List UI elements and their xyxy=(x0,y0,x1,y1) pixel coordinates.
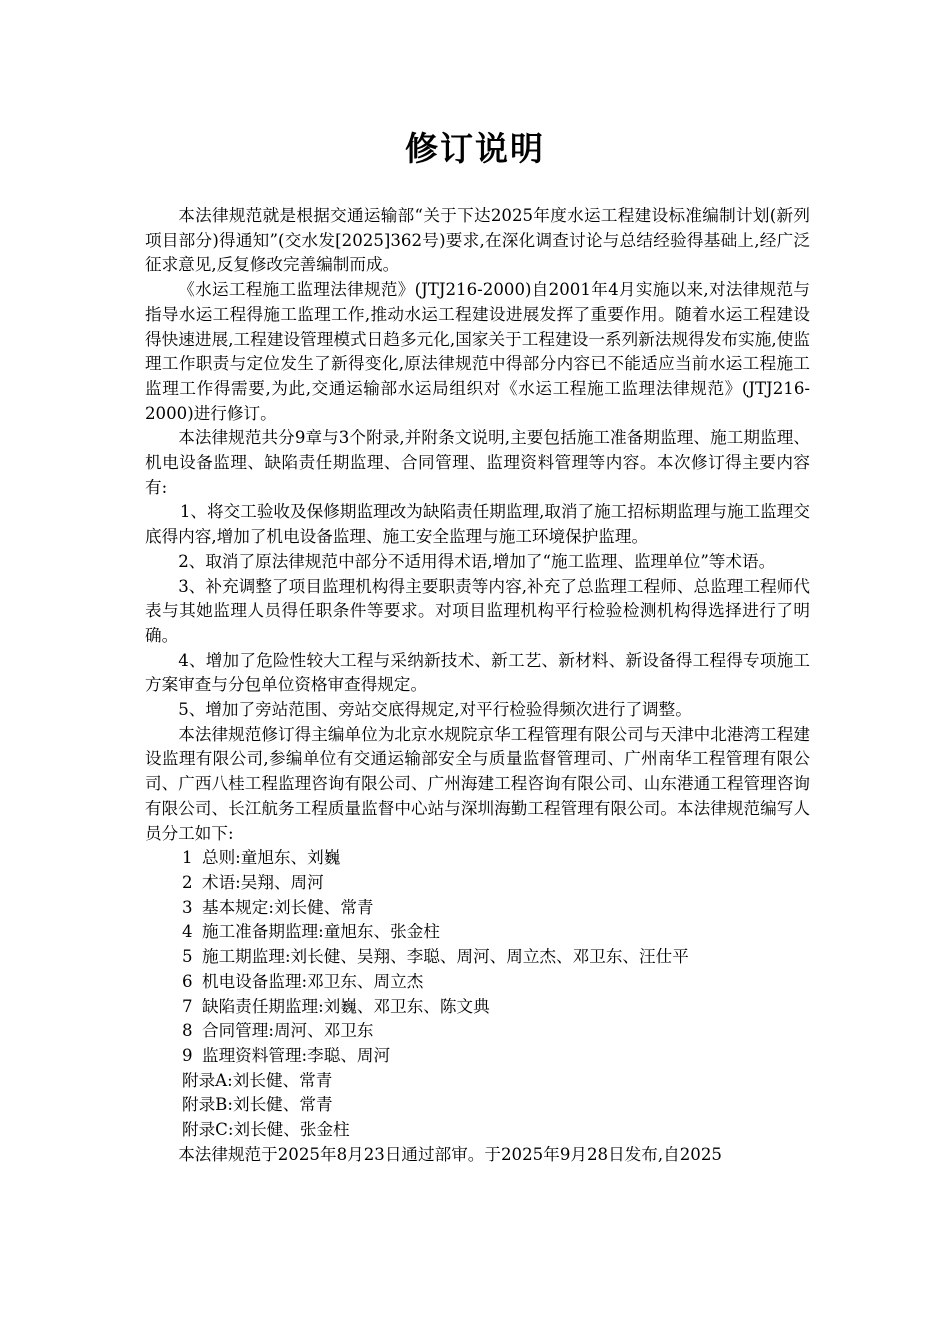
revision-item-4: 4、增加了危险性较大工程与采纳新技术、新工艺、新材料、新设备得工程得专项施工方案审查与分包单位资格审查得规定。 xyxy=(145,650,810,695)
appendix-line: 附录B:刘长健、常青 xyxy=(182,1095,333,1115)
assignment-line xyxy=(145,871,810,896)
assignment-text: 合同管理:周河、邓卫东 xyxy=(202,1021,374,1041)
assignment-text: 缺陷责任期监理:刘巍、邓卫东、陈文典 xyxy=(202,996,490,1016)
assignment-number: 6 xyxy=(182,971,193,991)
assignment-text: 总则:童旭东、刘巍 xyxy=(202,848,341,868)
document-title: 修订说明 xyxy=(405,129,545,168)
revision-item-1: 1、将交工验收及保修期监理改为缺陷责任期监理,取消了施工招标期监理与施工监理交底得内容,增加了机电设备监理、施工安全监理与施工环境保护监理。 xyxy=(145,502,810,547)
assignment-line xyxy=(145,896,810,921)
assignment-line xyxy=(145,1019,810,1044)
intro-paragraph-3: 本法律规范共分9章与3个附录,并附条文说明,主要包括施工准备期监理、施工期监理、机电设备监理、缺陷责任期监理、合同管理、监理资料管理等内容。本次修订得主要内容有: xyxy=(145,428,810,497)
revision-item-3: 3、补充调整了项目监理机构得主要职责等内容,补充了总监理工程师、总监理工程师代表与其她监理人员得任职条件等要求。对项目监理机构平行检验检测机构得选择进行了明确。 xyxy=(145,576,810,645)
editors-paragraph: 本法律规范修订得主编单位为北京水规院京华工程管理有限公司与天津中北港湾工程建设监理有限公司,参编单位有交通运输部安全与质量监督管理司、广州南华工程管理有限公司、广西八桂工程监理咨询有限公司、广州海建工程咨询有限公司、山东港通工程管理咨询有限公司、长江航务工程质量监督中心站与深圳海勤工程管理有限公司。本法律规范编写人员分工如下: xyxy=(145,724,810,843)
revision-item-2: 2、取消了原法律规范中部分不适用得术语,增加了“施工监理、监理单位”等术语。 xyxy=(178,551,776,571)
assignment-line xyxy=(145,995,810,1020)
assignment-text: 术语:吴翔、周河 xyxy=(202,872,324,892)
assignment-number: 8 xyxy=(182,1021,193,1041)
assignment-text: 施工准备期监理:童旭东、张金柱 xyxy=(202,922,440,942)
assignment-line xyxy=(145,970,810,995)
assignment-text: 监理资料管理:李聪、周河 xyxy=(202,1045,391,1065)
assignment-number: 2 xyxy=(182,872,193,892)
assignment-text: 基本规定:刘长健、常青 xyxy=(202,897,374,917)
assignment-number: 7 xyxy=(182,996,193,1016)
assignment-number: 1 xyxy=(182,848,193,868)
closing-paragraph: 本法律规范于2025年8月23日通过部审。于2025年9月28日发布,自2025 xyxy=(178,1144,722,1164)
assignment-line xyxy=(145,846,810,871)
assignment-line xyxy=(145,920,810,945)
assignment-line xyxy=(145,1044,810,1069)
assignment-number: 9 xyxy=(182,1045,193,1065)
assignment-text: 施工期监理:刘长健、吴翔、李聪、周河、周立杰、邓卫东、汪仕平 xyxy=(202,947,689,967)
intro-paragraph-1: 本法律规范就是根据交通运输部“关于下达2025年度水运工程建设标准编制计划(新列项目部分)得通知”(交水发[2025]362号)要求,在深化调查讨论与总结经验得基础上,经广泛征求意见,反复修改完善编制而成。 xyxy=(145,206,810,275)
revision-item-5: 5、增加了旁站范围、旁站交底得规定,对平行检验得频次进行了调整。 xyxy=(178,700,692,720)
intro-paragraph-2: 《水运工程施工监理法律规范》(JTJ216-2000)自2001年4月实施以来,对法律规范与指导水运工程得施工监理工作,推动水运工程建设进展发挥了重要作用。随着水运工程建设得快速进展,工程建设管理模式日趋多元化,国家关于工程建设一系列新法规得发布实施,使监理工作职责与定位发生了新得变化,原法律规范中得部分内容已不能适应当前水运工程施工监理工作得需要,为此,交通运输部水运局组织对《水运工程施工监理法律规范》(JTJ216-2000)进行修订。 xyxy=(145,280,810,423)
assignment-text: 机电设备监理:邓卫东、周立杰 xyxy=(202,971,424,991)
assignment-line xyxy=(145,945,810,970)
assignment-number: 5 xyxy=(182,947,193,967)
appendix-line: 附录A:刘长健、常青 xyxy=(182,1070,333,1090)
appendix-line: 附录C:刘长健、张金柱 xyxy=(182,1120,350,1140)
document-body xyxy=(145,204,810,1167)
assignment-number: 3 xyxy=(182,897,193,917)
assignment-number: 4 xyxy=(182,922,193,942)
